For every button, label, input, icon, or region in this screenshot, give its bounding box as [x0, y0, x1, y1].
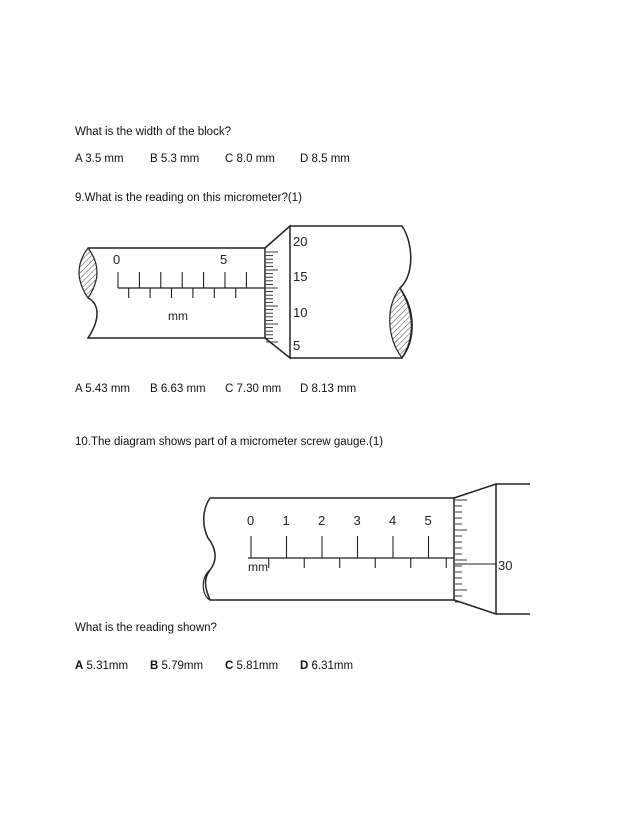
thimble-label-5: 5: [293, 338, 301, 353]
q9-option-a: [75, 383, 130, 395]
thimble-bevel: [454, 484, 496, 614]
micrometer-diagram-q10: [196, 480, 536, 620]
q10-question: 10.The diagram shows part of a micrometer screw gauge.(1): [75, 436, 384, 448]
q10-option-c: [225, 660, 278, 672]
option-text: 5.31mm: [86, 660, 129, 672]
q8-option-b: [150, 153, 199, 165]
q9-option-c: [225, 383, 281, 395]
option-letter: A: [75, 660, 84, 672]
sleeve-label-4: 4: [389, 513, 397, 528]
sleeve-body: [204, 498, 454, 600]
option-letter: B: [150, 660, 159, 672]
spindle-cut-right: [390, 288, 413, 358]
option-letter: D: [300, 153, 309, 165]
spindle-cut-left: [79, 248, 97, 298]
option-letter: A: [75, 153, 83, 165]
option-text: 8.0 mm: [236, 153, 275, 165]
q10-prompt: What is the reading shown?: [75, 622, 217, 634]
thimble-label-10: 10: [293, 305, 308, 320]
q10-option-a: [75, 660, 128, 672]
q10-option-b: [150, 660, 203, 672]
option-letter: B: [150, 383, 158, 395]
q9-question: 9.What is the reading on this micrometer?(1): [75, 192, 302, 204]
sleeve-ticks: [118, 272, 246, 298]
micrometer-diagram-q9: [80, 216, 420, 366]
sleeve-label-2: 2: [318, 513, 326, 528]
q8-question: What is the width of the block?: [75, 126, 231, 138]
option-text: 5.3 mm: [160, 153, 200, 165]
option-letter: C: [225, 383, 234, 395]
sleeve-label-0: 0: [113, 252, 121, 267]
q8-option-d: [300, 153, 350, 165]
option-text: 3.5 mm: [85, 153, 124, 165]
q10-option-d: [300, 660, 353, 672]
thimble-ticks: [455, 500, 496, 602]
option-text: 8.13 mm: [311, 383, 357, 395]
thimble-label-15: 15: [293, 269, 308, 284]
option-text: 6.31mm: [311, 660, 354, 672]
sleeve-label-3: 3: [353, 513, 361, 528]
sleeve-label-5: 5: [220, 252, 228, 267]
sleeve-label-5: 5: [424, 513, 432, 528]
option-letter: C: [225, 660, 234, 672]
unit-label: mm: [248, 560, 268, 574]
option-letter: A: [75, 383, 83, 395]
q8-option-a: [75, 153, 124, 165]
option-letter: B: [150, 153, 158, 165]
thimble-label-20: 20: [293, 234, 308, 249]
option-text: 8.5 mm: [311, 153, 350, 165]
option-text: 5.79mm: [161, 660, 204, 672]
sleeve-label-0: 0: [247, 513, 255, 528]
option-text: 5.81mm: [236, 660, 279, 672]
thimble-body: [496, 484, 530, 614]
option-text: 5.43 mm: [85, 383, 130, 395]
sleeve-labels: [247, 513, 432, 528]
q9-option-d: [300, 383, 356, 395]
option-letter: D: [300, 660, 309, 672]
option-text: 6.63 mm: [160, 383, 206, 395]
sleeve-label-1: 1: [282, 513, 290, 528]
unit-label: mm: [168, 309, 188, 323]
option-letter: C: [225, 153, 234, 165]
q8-option-c: [225, 153, 275, 165]
option-text: 7.30 mm: [236, 383, 282, 395]
thimble-label-30: 30: [498, 558, 513, 573]
q9-option-b: [150, 383, 206, 395]
thimble-ticks: [266, 252, 278, 342]
option-letter: D: [300, 383, 309, 395]
sleeve-ticks: [251, 536, 446, 568]
